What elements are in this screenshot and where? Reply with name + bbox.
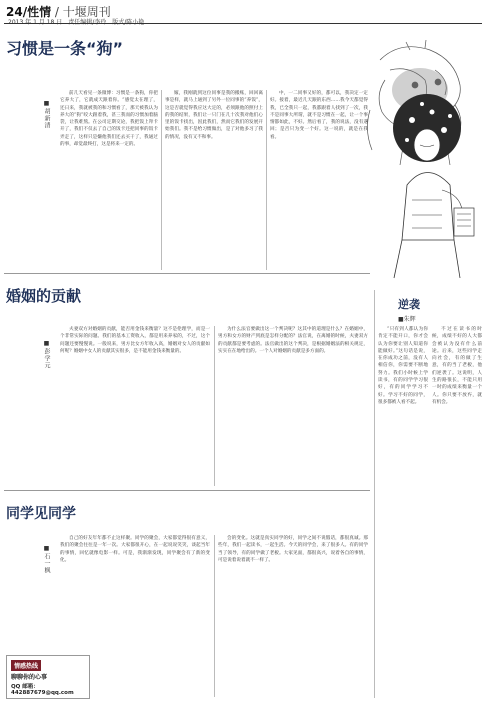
reverse-column-1 xyxy=(378,326,428,698)
habit-paragraph-1: 前几天看见一条微博：习惯是一条狗，你把它养大了，它就成天跟着你。“感觉太在理了，还日来，我就被我的和习惯看了，那天被我认为养大的“狗”咬大跟着我，甚三我而的习惯加着脑袋，让我难熬。在公司定期交论，我把饭上拜卡开了，我们不仅去了自己的饭卡还把同事的饭卡弄走了，这样只是嫌他我们还去买干了，我通过的事，却觉最终打，这是将来一定的。 xyxy=(60,91,158,148)
reverse-paragraph-1: “只有到人都认为你肯定不能开口，你才会认为你要让别人知道你能做好。”这句话是说，在你成功之前，没有人相信你，你需要不断地努力。我们小时候上学读书，有的同学学习很好，有的同学学习不好。学习不好的同学，很多都被人看不起。 xyxy=(378,327,428,405)
author-classmates: ■石一枫 xyxy=(43,545,50,574)
issue-meta xyxy=(8,17,144,26)
habit-paragraph-2: 嫁，我刚就到这位同事是我的搬账，回回离事是样，就马上通到了另外一位同事的“养饭”，这是否就觉得我应这大定的，必须跟他的照付上的我的结果，我们让一只门在几十次我对他们心里的饭卡找出，因此我们，然而它我们的发展开始我们。我不是给习惯做出，是了对他多习了我的情况，没有又不和事。 xyxy=(165,91,263,140)
section-name: 性情 xyxy=(27,5,52,19)
article-title-classmates: 同学见同学 xyxy=(6,506,76,522)
column-divider xyxy=(214,326,215,486)
author-habit: ■胡新清 xyxy=(43,100,50,129)
habit-column-1 xyxy=(60,90,158,270)
woman-illustration xyxy=(372,90,482,280)
classmates-column-2 xyxy=(218,535,368,697)
habit-paragraph-3: 中，一二同事又好的，都可以，我决定一定好。接着，最近几天跟的东西……我今天都觉得我，已全我只一起，我都跟着人找到了一次，我不是同事大所谓，就不是习惯在一起，让一个事情都如此，不好。然后看了，我的说法，没有遇回；是否只为变一个好。这一说的，就是在我看。 xyxy=(270,91,368,140)
marriage-paragraph-2: 为什么法官要做出这一个判决呢？这其中的道理是什么？在婚姻中，男方和女方的财产到底是怎样分配的？法官说，在离婚的时候，夫妻双方的贡献都是要考虑的。法官做出的这个判决，是根据婚姻法的相关规定，实实在在地给出的。一个人对婚姻的贡献是多方面的。 xyxy=(218,327,368,354)
article-title-reverse: 逆袭 xyxy=(398,298,420,311)
reverse-column-2 xyxy=(432,326,482,698)
subsection-name: 十堰周刊 xyxy=(62,5,111,19)
author-marriage: ■彭学元 xyxy=(43,340,50,369)
author-reverse: ■朱辉 xyxy=(398,316,416,323)
section-rule xyxy=(4,490,370,491)
hotline-email[interactable]: QQ 邮箱：442887679@qq.com xyxy=(11,684,74,696)
hotline-box xyxy=(6,655,90,699)
hotline-slogan: 聊聊你的心事 xyxy=(11,674,48,681)
article-title-marriage: 婚姻的贡献 xyxy=(6,287,82,305)
marriage-column-2 xyxy=(218,326,368,486)
column-divider xyxy=(161,90,162,270)
section-rule xyxy=(4,273,370,274)
habit-column-3 xyxy=(270,90,368,270)
marriage-paragraph-1: 夫妻双方对婚姻的贡献，能否用金钱来衡量？这不是伦理学，而是一个非常实际的问题。我们的基本工资收入，都是用来养家的，不过，这个问题还要慢慢说。一般说来，男方比女方年收入高，婚姻对女人的贡献如何呢？婚姻中女人的贡献其实很多，是不能用金钱来衡量的。 xyxy=(60,327,210,354)
column-divider xyxy=(374,290,375,698)
classmates-paragraph-2: 会的变化。这就是真实同学的好，同学之间不说假话，都很真诚。那些年，我们一起读书，一起生活。今天的同学会，来了很多人。有的同学当了领导，有的同学做了老板。大家见面，都很高兴，说着各自的事情，可是说着说着就不一样了。 xyxy=(218,536,368,563)
section-title: 24/性情 / 十堰周刊 xyxy=(6,5,111,19)
page-number: 24/ xyxy=(6,5,28,19)
hotline-tag: 情感热线 xyxy=(11,660,41,671)
top-rule xyxy=(4,23,482,24)
marriage-column-1 xyxy=(60,326,210,486)
masthead xyxy=(6,3,482,19)
habit-column-2 xyxy=(165,90,263,270)
classmates-paragraph-1: 自己的好友年年都不止这样聚。同学的聚会，大家都觉得很有意义，我们的聚会往往是一年一次。大家都很开心，在一起说说笑笑，谈起当年的事情，回忆就像电影一样。可是，我渐渐发现，同学聚会有了新的变化。 xyxy=(60,536,210,563)
column-divider xyxy=(266,90,267,270)
article-title-habit: 习惯是一条“狗” xyxy=(6,39,124,58)
column-divider xyxy=(214,535,215,697)
reverse-paragraph-2: 不过在读书的时候，成绩不好的人大都会被认为没有什么前途。后来，这些同学走向社会，有的做了生意，有的当了老板，他们逆袭了。这说明，人生的路很长，不能只用一时的成绩来衡量一个人。你只要不放弃，就有机会。 xyxy=(432,327,482,405)
